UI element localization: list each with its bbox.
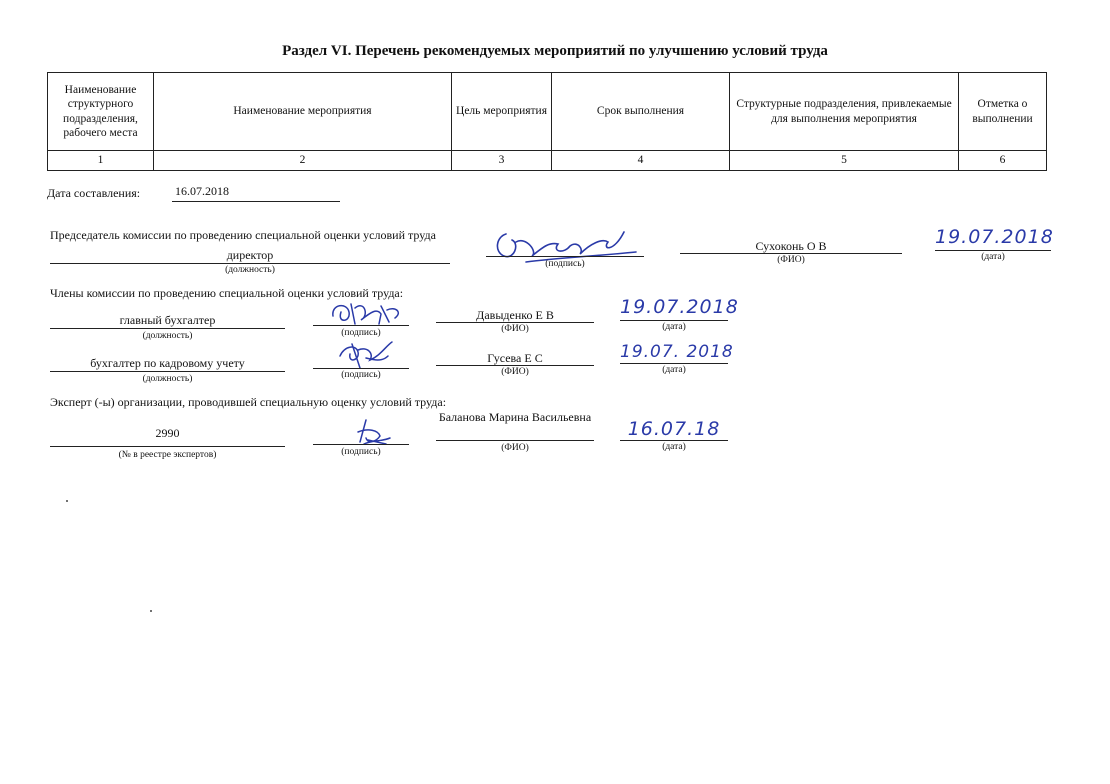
member-2-signature-icon xyxy=(330,336,410,372)
chairman-date-line xyxy=(935,250,1051,251)
member-1-name-caption: (ФИО) xyxy=(501,324,529,334)
expert-registry-caption: (№ в реестре экспертов) xyxy=(118,450,217,460)
member-2-position: бухгалтер по кадровому учету xyxy=(90,356,245,370)
header-departments: Структурные подразделения, привлекаемые для выполнения мероприятия xyxy=(730,73,959,151)
member-1-position-line xyxy=(50,328,285,329)
member-1-date-line xyxy=(620,320,728,321)
page-title: Раздел VI. Перечень рекомендуемых мероприятий по улучшению условий труда xyxy=(282,43,828,59)
scan-speck xyxy=(66,500,68,502)
member-1-name: Давыденко Е В xyxy=(476,308,554,322)
member-1-signature-caption: (подпись) xyxy=(341,328,381,338)
header-completion-mark: Отметка о выполнении xyxy=(959,73,1047,151)
member-2-date-caption: (дата) xyxy=(662,365,686,375)
member-2-signature-line xyxy=(313,368,409,369)
chairman-position-caption: (должность) xyxy=(225,265,275,275)
expert-date: 16.07.18 xyxy=(627,418,721,440)
column-number: 4 xyxy=(552,151,730,171)
header-deadline: Срок выполнения xyxy=(552,73,730,151)
expert-name: Баланова Марина Васильевна xyxy=(438,410,592,424)
member-1-position: главный бухгалтер xyxy=(119,313,216,327)
member-2-name-line xyxy=(436,365,594,366)
measures-table xyxy=(47,72,1047,171)
member-1-position-caption: (должность) xyxy=(142,331,193,341)
header-unit: Наименование структурного подразделения, рабочего места xyxy=(48,73,154,151)
member-2-date: 19.07. 2018 xyxy=(620,342,734,362)
chairman-date: 19.07.2018 xyxy=(935,226,1054,248)
chairman-heading: Председатель комиссии по проведению специальной оценки условий труда xyxy=(50,228,436,242)
compilation-date-label: Дата составления: xyxy=(47,186,141,200)
members-heading: Члены комиссии по проведению специальной оценки условий труда: xyxy=(50,286,404,300)
expert-heading: Эксперт (-ы) организации, проводившей специальную оценку условий труда: xyxy=(50,395,447,409)
expert-registry-line xyxy=(50,446,285,447)
expert-name-caption: (ФИО) xyxy=(501,443,529,453)
column-number: 5 xyxy=(730,151,959,171)
chairman-signature-caption: (подпись) xyxy=(545,259,585,269)
member-2-position-line xyxy=(50,371,285,372)
member-1-date-caption: (дата) xyxy=(662,322,686,332)
expert-signature-line xyxy=(313,444,409,445)
compilation-date-value: 16.07.2018 xyxy=(175,184,229,198)
chairman-date-caption: (дата) xyxy=(981,252,1005,262)
expert-date-line xyxy=(620,440,728,441)
chairman-signature-line xyxy=(486,256,644,257)
member-2-date-line xyxy=(620,363,728,364)
expert-signature-caption: (подпись) xyxy=(341,447,381,457)
chairman-name: Сухоконь О В xyxy=(755,239,827,253)
column-number: 3 xyxy=(452,151,552,171)
member-2-signature-caption: (подпись) xyxy=(341,370,381,380)
column-number: 6 xyxy=(959,151,1047,171)
member-1-date: 19.07.2018 xyxy=(620,296,739,318)
table-number-row xyxy=(48,151,1047,171)
chairman-name-caption: (ФИО) xyxy=(777,255,805,265)
expert-name-line xyxy=(436,440,594,441)
expert-date-caption: (дата) xyxy=(662,442,686,452)
header-measure: Наименование мероприятия xyxy=(154,73,452,151)
member-2-name-caption: (ФИО) xyxy=(501,367,529,377)
table-header-row xyxy=(48,73,1047,151)
scan-speck xyxy=(150,610,152,612)
compilation-date-underline xyxy=(172,201,340,202)
column-number: 1 xyxy=(48,151,154,171)
member-1-name-line xyxy=(436,322,594,323)
chairman-position-line xyxy=(50,263,450,264)
member-2-name: Гусева Е С xyxy=(487,351,543,365)
header-goal: Цель мероприятия xyxy=(452,73,552,151)
column-number: 2 xyxy=(154,151,452,171)
member-1-signature-line xyxy=(313,325,409,326)
member-2-position-caption: (должность) xyxy=(142,374,193,384)
expert-registry-number: 2990 xyxy=(155,426,180,440)
chairman-name-line xyxy=(680,253,902,254)
chairman-position: директор xyxy=(226,248,274,262)
